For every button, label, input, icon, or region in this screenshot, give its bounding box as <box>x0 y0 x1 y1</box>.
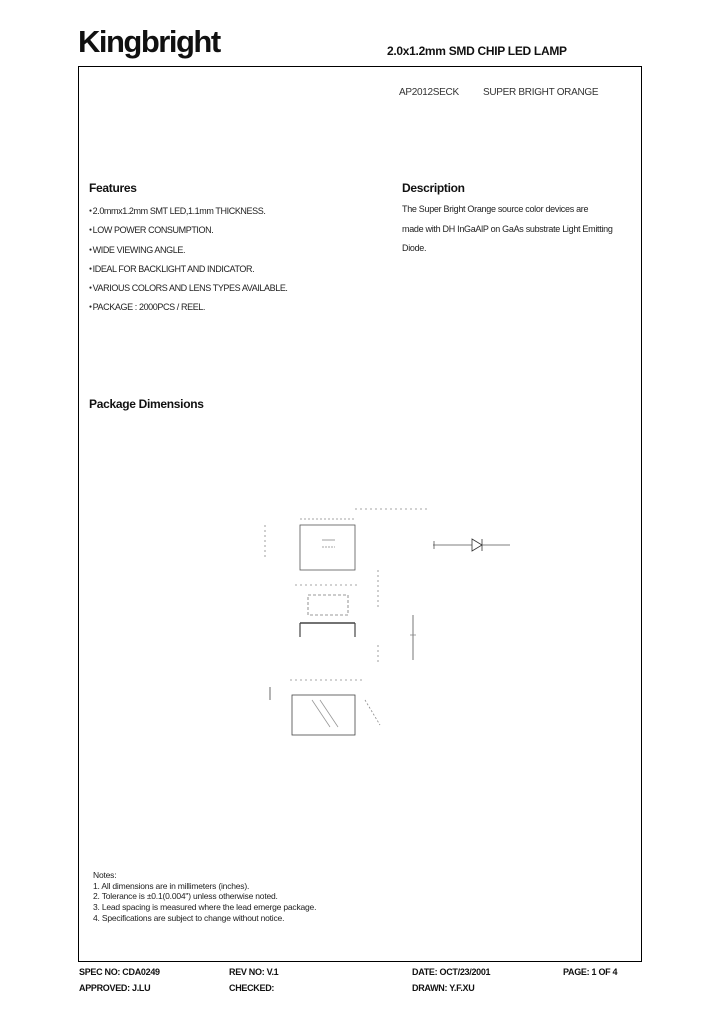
footer-approved: APPROVED: J.LU <box>79 983 151 993</box>
description-line: Diode. <box>402 243 427 253</box>
part-color-name: SUPER BRIGHT ORANGE <box>483 87 599 98</box>
feature-item: ● LOW POWER CONSUMPTION. <box>89 221 288 240</box>
description-heading: Description <box>402 181 465 195</box>
features-heading: Features <box>89 181 137 195</box>
footer-checked: CHECKED: <box>229 983 275 993</box>
feature-item: ● WIDE VIEWING ANGLE. <box>89 241 288 260</box>
description-line: made with DH InGaAlP on GaAs substrate Light Emitting <box>402 223 613 234</box>
note-item: 1. All dimensions are in millimeters (inches). <box>93 880 250 891</box>
footer-rev-no: REV NO: V.1 <box>229 967 279 977</box>
description-text <box>402 200 642 259</box>
note-item: 4. Specifications are subject to change without notice. <box>93 912 285 923</box>
features-list <box>89 202 288 318</box>
package-dimensions-heading: Package Dimensions <box>89 397 204 411</box>
description-line: The Super Bright Orange source color devices are <box>402 204 589 214</box>
notes-block <box>93 870 316 924</box>
logo: Kingbright <box>78 24 220 59</box>
feature-item: ● VARIOUS COLORS AND LENS TYPES AVAILABLE. <box>89 279 288 298</box>
feature-item: ● 2.0mmx1.2mm SMT LED,1.1mm THICKNESS. <box>89 202 288 221</box>
footer-drawn: DRAWN: Y.F.XU <box>412 983 475 993</box>
footer-date: DATE: OCT/23/2001 <box>412 967 491 977</box>
bottom-view-outline <box>292 695 355 735</box>
package-dimension-drawing <box>250 495 530 755</box>
feature-item: ● IDEAL FOR BACKLIGHT AND INDICATOR. <box>89 260 288 279</box>
notes-heading: Notes: <box>93 870 117 880</box>
note-item: 3. Lead spacing is measured where the lead emerge package. <box>93 902 317 913</box>
feature-item: ● PACKAGE : 2000PCS / REEL. <box>89 298 288 317</box>
side-view-outline <box>308 595 348 615</box>
footer-spec-no: SPEC NO: CDA0249 <box>79 967 160 977</box>
document-title: 2.0x1.2mm SMD CHIP LED LAMP <box>387 44 567 58</box>
note-item: 2. Tolerance is ±0.1(0.004") unless otherwise noted. <box>93 891 278 902</box>
part-number: AP2012SECK <box>399 87 459 98</box>
top-view-outline <box>300 525 355 570</box>
footer-page: PAGE: 1 OF 4 <box>563 967 618 977</box>
